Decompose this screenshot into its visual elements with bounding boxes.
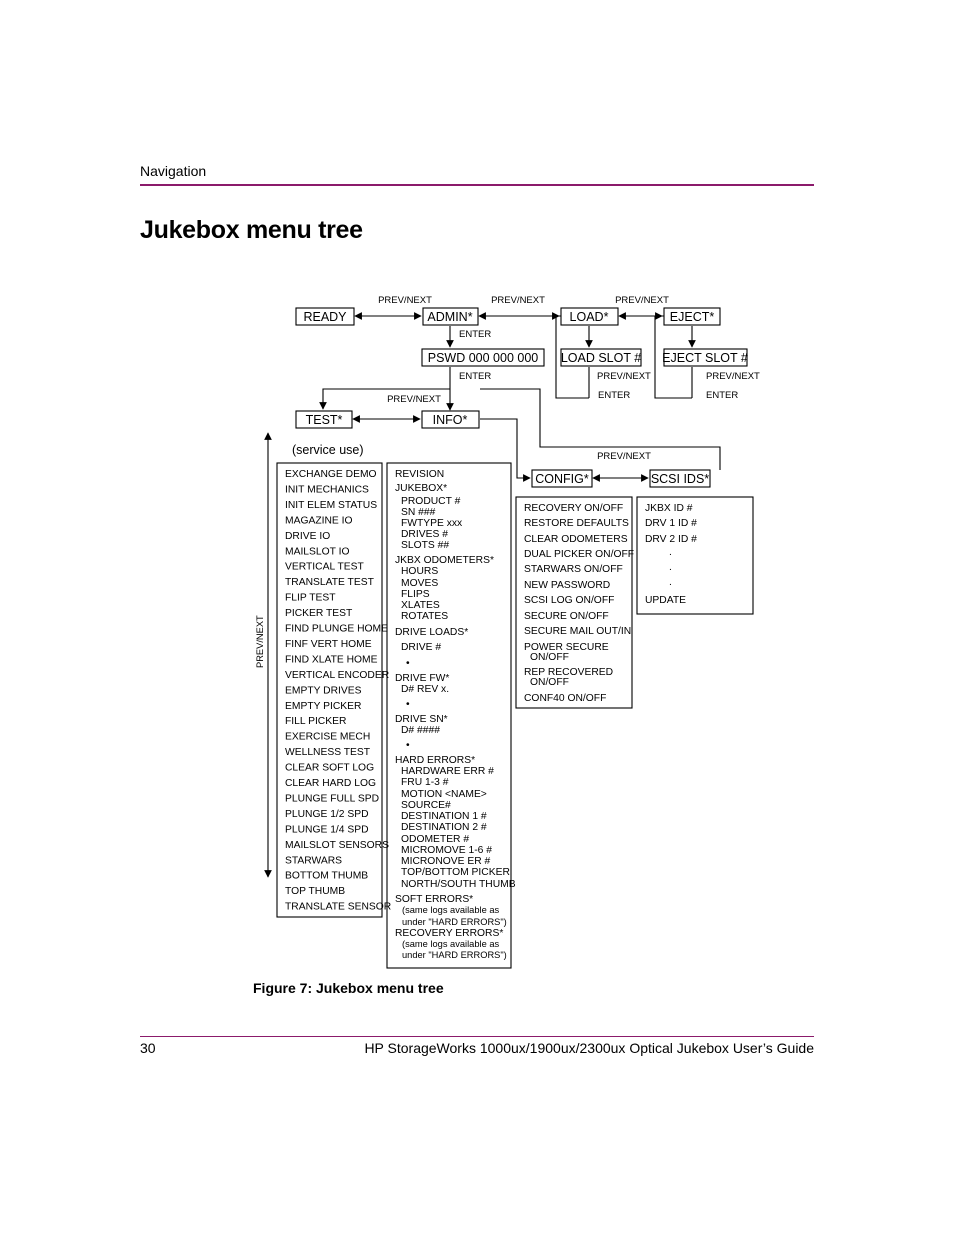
info-menu-item: under "HARD ERRORS") [402, 917, 507, 927]
config-menu-item: ON/OFF [530, 652, 569, 663]
load-slot-label: LOAD SLOT # [560, 351, 642, 365]
scsi-items-group [645, 503, 697, 606]
page-number: 30 [140, 1040, 156, 1056]
test-label: TEST* [305, 413, 343, 427]
info-bullet: • [406, 740, 410, 751]
prev-next-label-1: PREV/NEXT [378, 295, 432, 306]
info-config-arrow [480, 419, 530, 478]
info-menu-item: MOTION <NAME> [401, 789, 487, 800]
info-menu-item: MICRONOVE ER # [401, 856, 491, 867]
info-menu-item: SLOTS ## [401, 540, 450, 551]
test-menu-item: INIT ELEM STATUS [285, 499, 378, 511]
pswd-label: PSWD 000 000 000 [427, 351, 539, 365]
prev-next-vertical-label: PREV/NEXT [255, 615, 265, 668]
info-menu-item: D# #### [401, 725, 440, 736]
config-menu-item: SECURE MAIL OUT/IN [524, 626, 632, 637]
config-label: CONFIG* [535, 472, 589, 486]
info-menu-item: MOVES [401, 578, 439, 589]
test-menu-item: EMPTY DRIVES [285, 685, 362, 697]
test-menu-item: FINF VERT HOME [285, 638, 372, 650]
info-menu-item: D# REV x. [401, 684, 450, 695]
info-menu-item: MICROMOVE 1-6 # [401, 845, 492, 856]
info-label: INFO* [432, 413, 468, 427]
info-menu-item: DRIVES # [401, 529, 448, 540]
info-menu-item: DRIVE FW* [395, 673, 450, 684]
test-menu-item: MAGAZINE IO [285, 515, 353, 527]
prev-next-label-2: PREV/NEXT [491, 295, 545, 306]
info-menu-item: HARDWARE ERR # [401, 766, 494, 777]
info-items-group [395, 469, 516, 960]
eject-slot-label: EJECT SLOT # [662, 351, 748, 365]
test-menu-item: VERTICAL TEST [285, 561, 364, 573]
enter-label-1: ENTER [459, 329, 492, 340]
test-menu-item: TOP THUMB [285, 886, 346, 898]
scsi-menu-item: DRV 2 ID # [645, 534, 697, 545]
test-menu-item: FIND PLUNGE HOME [285, 623, 388, 635]
info-menu-item: NORTH/SOUTH THUMB [401, 879, 516, 890]
test-menu-item: PLUNGE 1/4 SPD [285, 824, 369, 836]
footer-rule [140, 1036, 814, 1037]
test-menu-item: FLIP TEST [285, 592, 336, 604]
test-menu-item: WELLNESS TEST [285, 747, 371, 759]
config-menu-item: STARWARS ON/OFF [524, 564, 623, 575]
test-menu-item: TRANSLATE SENSOR [285, 901, 392, 913]
config-menu-item: RECOVERY ON/OFF [524, 503, 624, 514]
scsi-menu-item: . [669, 562, 672, 573]
test-menu-item: EXERCISE MECH [285, 731, 371, 743]
info-menu-item: DESTINATION 1 # [401, 811, 487, 822]
load-label: LOAD* [569, 310, 609, 324]
test-menu-item: EXCHANGE DEMO [285, 469, 377, 480]
guide-title: HP StorageWorks 1000ux/1900ux/2300ux Optical Jukebox User’s Guide [364, 1040, 814, 1056]
config-menu-item: CONF40 ON/OFF [524, 693, 607, 704]
info-menu-item: HOURS [401, 566, 439, 577]
info-menu-item: DESTINATION 2 # [401, 822, 487, 833]
info-menu-item: (same logs available as [402, 939, 500, 949]
config-menu-item: CLEAR ODOMETERS [524, 534, 628, 545]
info-menu-item: under "HARD ERRORS") [402, 950, 507, 960]
info-menu-item: RECOVERY ERRORS* [395, 928, 504, 939]
test-menu-item: PLUNGE 1/2 SPD [285, 808, 369, 820]
section-header: Navigation [140, 163, 207, 179]
scsi-menu-item: DRV 1 ID # [645, 518, 697, 529]
info-bullet: • [406, 658, 410, 669]
prev-next-label-7: PREV/NEXT [597, 451, 651, 462]
info-menu-item: DRIVE LOADS* [395, 627, 469, 638]
info-menu-item: HARD ERRORS* [395, 755, 476, 766]
info-menu-item: ODOMETER # [401, 834, 470, 845]
test-menu-item: BOTTOM THUMB [285, 870, 369, 882]
info-menu-item: XLATES [401, 600, 440, 611]
info-menu-item: JUKEBOX* [395, 483, 448, 494]
test-menu-item: EMPTY PICKER [285, 700, 362, 712]
info-menu-item: TOP/BOTTOM PICKER [401, 867, 510, 878]
enter-label-4: ENTER [459, 371, 492, 382]
prev-next-label-4: PREV/NEXT [597, 371, 651, 382]
test-menu-item: FIND XLATE HOME [285, 654, 378, 666]
enter-label-3: ENTER [706, 390, 739, 401]
admin-label: ADMIN* [427, 310, 473, 324]
info-menu-item: FRU 1-3 # [401, 777, 449, 788]
info-menu-item: JKBX ODOMETERS* [395, 555, 494, 566]
config-menu-item: REP RECOVERED [524, 667, 614, 678]
config-items-group [524, 503, 634, 704]
ready-label: READY [303, 310, 347, 324]
info-menu-item: DRIVE SN* [395, 714, 448, 725]
page-title: Jukebox menu tree [140, 216, 363, 244]
scsi-ids-label: SCSI IDS* [650, 472, 710, 486]
test-menu-item: CLEAR SOFT LOG [285, 762, 375, 774]
info-menu-item: FWTYPE xxx [401, 518, 463, 529]
test-menu-item: PLUNGE FULL SPD [285, 793, 380, 805]
figure-caption: Figure 7: Jukebox menu tree [253, 980, 444, 996]
test-menu-item: PICKER TEST [285, 608, 353, 620]
info-menu-item: FLIPS [401, 589, 430, 600]
service-use-label: (service use) [292, 443, 364, 457]
info-menu-item: ROTATES [401, 611, 449, 622]
prev-next-label-5: PREV/NEXT [706, 371, 760, 382]
enter-label-2: ENTER [598, 390, 631, 401]
prev-next-label-3: PREV/NEXT [615, 295, 669, 306]
test-items-group [285, 469, 391, 913]
test-menu-item: STARWARS [285, 855, 343, 867]
config-menu-item: ON/OFF [530, 677, 569, 688]
config-menu-item: SCSI LOG ON/OFF [524, 595, 615, 606]
info-menu-item: REVISION [395, 469, 445, 480]
scsi-menu-item: . [669, 577, 672, 588]
test-menu-item: VERTICAL ENCODER [285, 669, 390, 681]
scsi-menu-item: UPDATE [645, 595, 687, 606]
scsi-menu-item: JKBX ID # [645, 503, 693, 514]
info-menu-item: PRODUCT # [401, 496, 461, 507]
test-menu-item: MAILSLOT IO [285, 546, 350, 558]
info-bullet: • [406, 699, 410, 710]
config-menu-item: DUAL PICKER ON/OFF [524, 549, 635, 560]
test-menu-item: CLEAR HARD LOG [285, 778, 376, 789]
info-menu-item: (same logs available as [402, 905, 500, 915]
test-menu-item: FILL PICKER [285, 716, 347, 728]
config-menu-item: RESTORE DEFAULTS [524, 518, 629, 529]
config-menu-item: NEW PASSWORD [524, 580, 611, 591]
test-menu-item: DRIVE IO [285, 530, 331, 542]
config-menu-item: POWER SECURE [524, 642, 609, 653]
eject-label: EJECT* [669, 310, 715, 324]
info-menu-item: DRIVE # [401, 642, 442, 653]
info-menu-item: SOFT ERRORS* [395, 894, 474, 905]
test-menu-item: MAILSLOT SENSORS [285, 839, 389, 851]
info-menu-item: SOURCE# [401, 800, 451, 811]
test-menu-item: TRANSLATE TEST [285, 577, 374, 589]
config-menu-item: SECURE ON/OFF [524, 611, 609, 622]
scsi-menu-item: . [669, 547, 672, 558]
test-menu-item: INIT MECHANICS [285, 484, 369, 496]
prev-next-label-6: PREV/NEXT [387, 394, 441, 405]
info-menu-item: SN ### [401, 507, 436, 518]
